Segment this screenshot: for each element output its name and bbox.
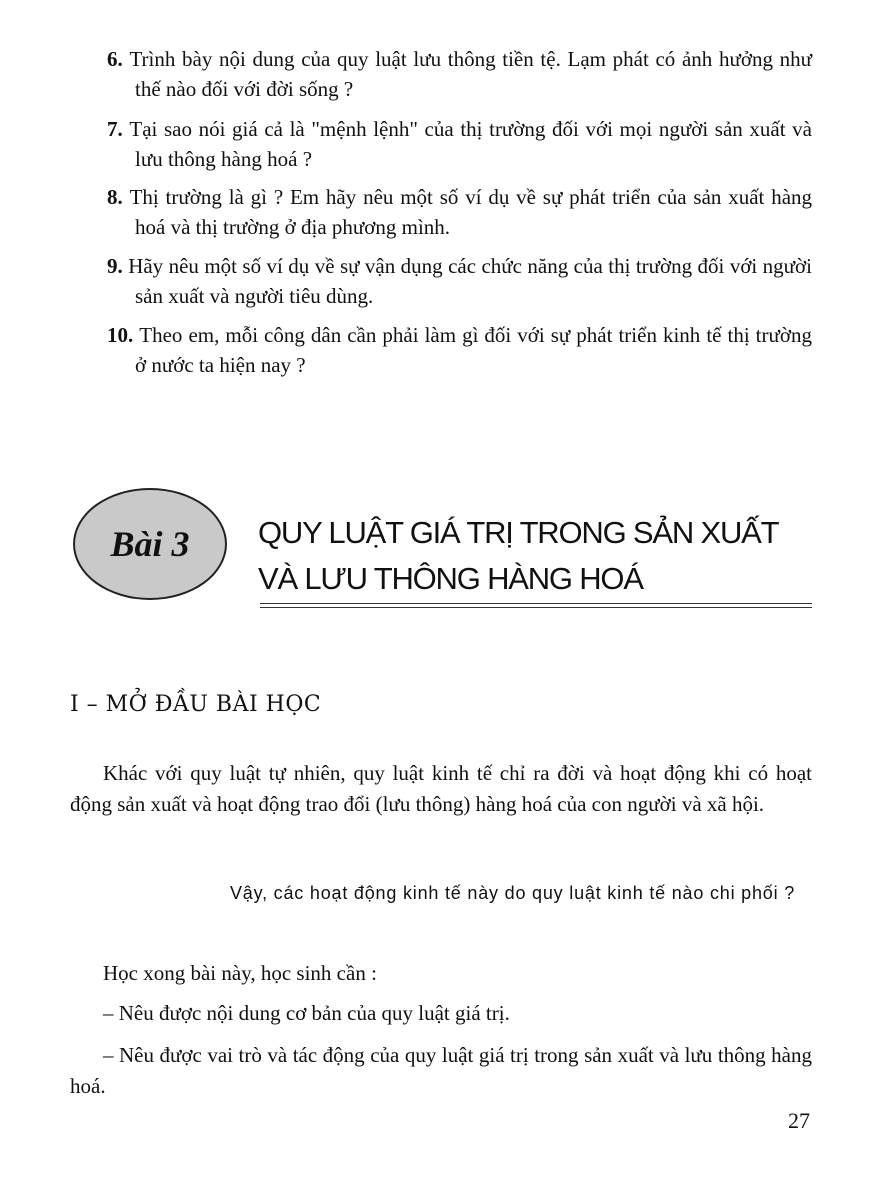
question-6 [107,44,812,104]
objective-item: – Nêu được vai trò và tác động của quy luật giá trị trong sản xuất và lưu thông hàng hoá. [70,1043,812,1098]
question-number: 7. [107,117,130,141]
question-text: Thị trường là gì ? Em hãy nêu một số ví dụ về sự phát triển của sản xuất hàng hoá và thị trường ở địa phương mình. [129,185,813,239]
question-text: Tại sao nói giá cả là "mệnh lệnh" của thị trường đối với mọi người sản xuất và lưu thông hàng hoá ? [129,117,813,171]
title-divider [260,607,812,608]
guiding-question: Vậy, các hoạt động kinh tế này do quy luật kinh tế nào chi phối ? [230,883,796,903]
question-8 [107,182,812,242]
section-heading: I – MỞ ĐẦU BÀI HỌC [70,692,322,717]
intro-paragraph: Khác với quy luật tự nhiên, quy luật kinh tế chỉ ra đời và hoạt động khi có hoạt động sản xuất và hoạt động trao đổi (lưu thông) hàng hoá của con người và xã hội. [70,761,812,816]
question-10 [107,320,812,380]
question-number: 8. [107,185,130,209]
question-number: 6. [107,47,130,71]
title-divider [260,603,812,604]
lesson-title-line1: QUY LUẬT GIÁ TRỊ TRONG SẢN XUẤT [258,515,779,550]
question-7 [107,114,812,174]
objectives-lead: Học xong bài này, học sinh cần : [103,961,377,985]
lesson-title [258,510,818,602]
objective-item: – Nêu được nội dung cơ bản của quy luật giá trị. [103,1001,510,1025]
question-text: Theo em, mỗi công dân cần phải làm gì đối với sự phát triển kinh tế thị trường ở nước ta hiện nay ? [135,323,813,377]
lesson-badge [73,488,227,600]
page-number: 27 [788,1108,810,1133]
lesson-title-line2: VÀ LƯU THÔNG HÀNG HOÁ [258,561,643,596]
question-text: Hãy nêu một số ví dụ về sự vận dụng các chức năng của thị trường đối với người sản xuất và người tiêu dùng. [128,254,813,308]
lesson-label: Bài 3 [110,524,190,564]
question-text: Trình bày nội dung của quy luật lưu thông tiền tệ. Lạm phát có ảnh hưởng như thế nào đối với đời sống ? [129,47,813,101]
question-number: 9. [107,254,129,278]
question-number: 10. [107,323,140,347]
question-9 [107,251,812,311]
